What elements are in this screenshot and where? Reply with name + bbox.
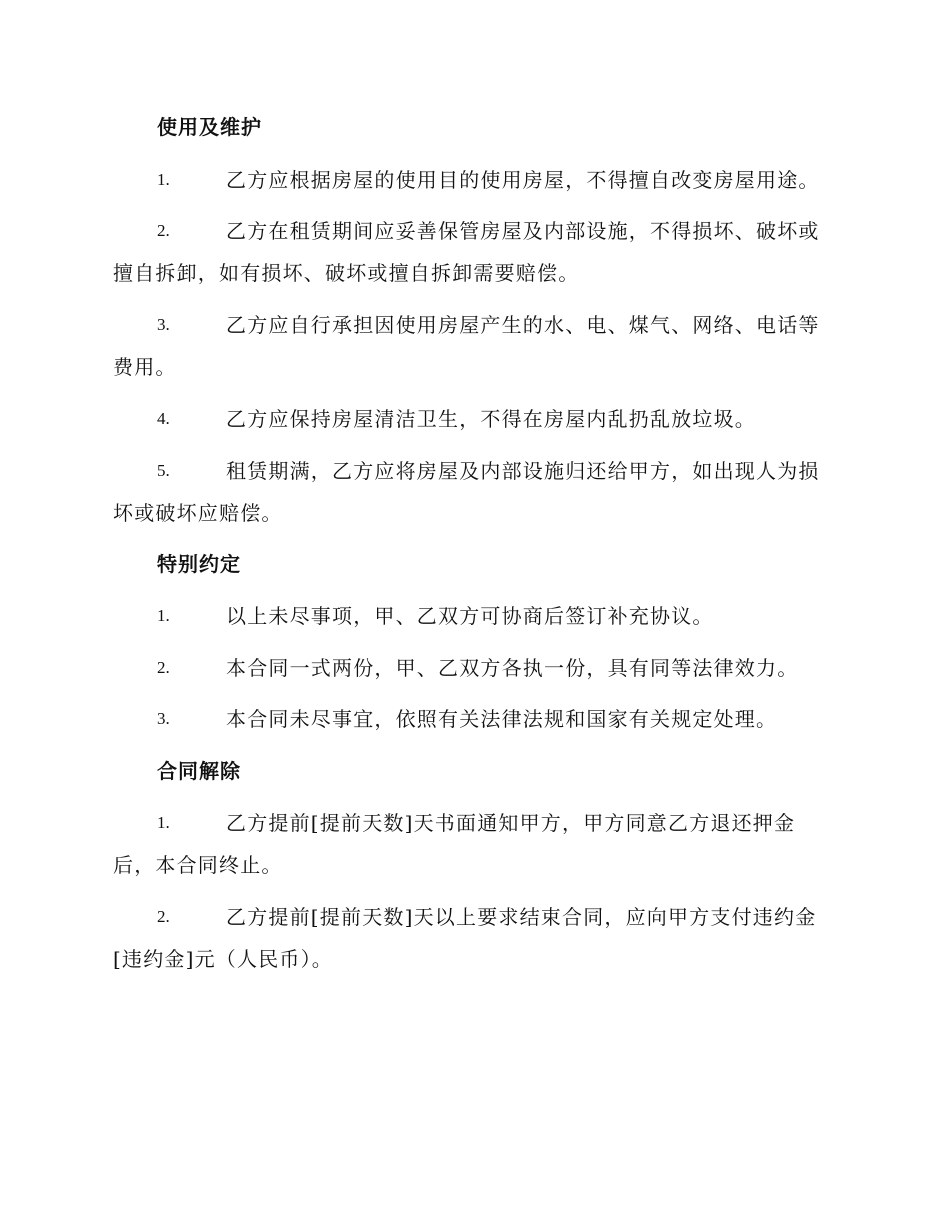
item-number: 1. [157, 606, 170, 625]
item-text-line: 乙方应根据房屋的使用目的使用房屋，不得擅自改变房屋用途。 [226, 168, 820, 192]
list-item [113, 407, 837, 431]
item-text-line: 本合同未尽事宜，依照有关法律法规和国家有关规定处理。 [226, 707, 778, 731]
item-text-line: 擅自拆卸，如有损坏、破坏或擅自拆卸需要赔偿。 [113, 261, 580, 285]
section-heading-special-terms: 特别约定 [157, 552, 241, 576]
section-heading-contract-termination: 合同解除 [157, 759, 241, 783]
item-number: 1. [157, 170, 170, 189]
list-item [113, 905, 837, 971]
item-text-line: 乙方在租赁期间应妥善保管房屋及内部设施，不得损坏、破坏或 [226, 219, 820, 243]
item-text-line: 乙方应自行承担因使用房屋产生的水、电、煤气、网络、电话等 [226, 313, 820, 337]
item-number: 1. [157, 813, 170, 832]
item-text-line: 以上未尽事项，甲、乙双方可协商后签订补充协议。 [226, 604, 714, 628]
item-text-line: 租赁期满，乙方应将房屋及内部设施归还给甲方，如出现人为损 [226, 459, 820, 483]
item-text-line: 坏或破坏应赔偿。 [113, 501, 283, 525]
item-text-line: 乙方提前[提前天数]天以上要求结束合同，应向甲方支付违约金 [226, 905, 817, 929]
item-text-line: 后，本合同终止。 [113, 853, 283, 877]
list-item [113, 707, 837, 731]
item-text-line: 乙方应保持房屋清洁卫生，不得在房屋内乱扔乱放垃圾。 [226, 407, 756, 431]
item-text-line: 本合同一式两份，甲、乙双方各执一份，具有同等法律效力。 [226, 656, 799, 680]
item-number: 5. [157, 461, 170, 480]
list-item [113, 604, 837, 628]
item-number: 2. [157, 907, 170, 926]
list-item [113, 656, 837, 680]
list-item [113, 313, 837, 379]
item-text-line: 费用。 [113, 355, 177, 379]
item-number: 3. [157, 709, 170, 728]
item-number: 3. [157, 315, 170, 334]
item-number: 4. [157, 409, 170, 428]
item-text-line: [违约金]元（人民币）。 [113, 947, 334, 971]
section-heading-use-maintenance: 使用及维护 [157, 115, 262, 139]
list-item [113, 168, 837, 192]
item-text-line: 乙方提前[提前天数]天书面通知甲方，甲方同意乙方退还押金 [226, 811, 796, 835]
item-number: 2. [157, 221, 170, 240]
item-number: 2. [157, 658, 170, 677]
list-item [113, 219, 837, 285]
list-item [113, 459, 837, 525]
list-item [113, 811, 837, 877]
